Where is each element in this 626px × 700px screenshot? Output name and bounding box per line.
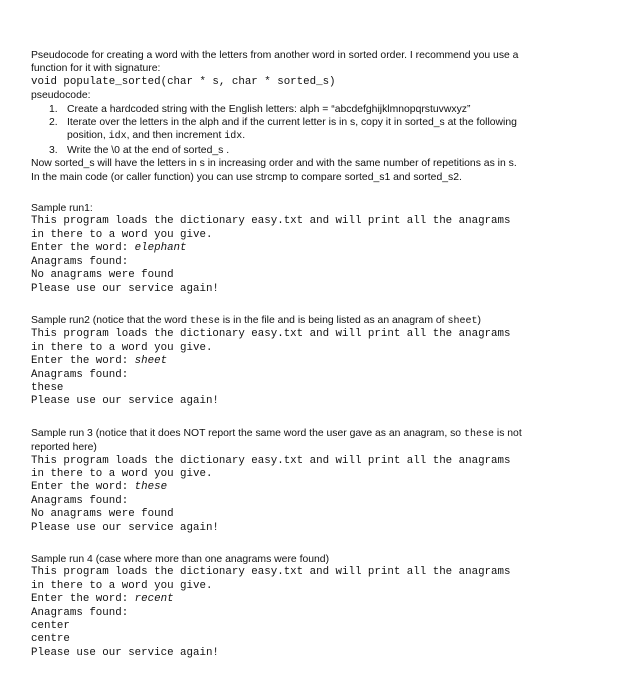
heading-code: these [463, 428, 494, 440]
heading-text: ) [477, 314, 481, 326]
step-3-text: Write the \0 at the end of sorted_s . [67, 144, 230, 156]
intro-after-1: Now sorted_s will have the letters in s in increasing order and with the same number of repetitions as in s. [31, 158, 517, 170]
output-line: in there to a word you give. [31, 467, 213, 480]
step-2-text-b: position, [67, 130, 109, 142]
sample-run-1 [31, 202, 597, 296]
output-line: center [31, 620, 70, 633]
output-line: in there to a word you give. [31, 579, 213, 592]
prompt-line [31, 593, 597, 606]
step-2-text-a: Iterate over the letters in the alph and if the current letter is in s, copy it in sorted_s at the following [67, 117, 517, 129]
heading-text: is not [494, 427, 522, 439]
step-1-number: 1. [49, 103, 58, 115]
output-line: No anagrams were found [31, 269, 174, 282]
output-line: these [31, 381, 64, 394]
sample-run-3-heading-line-2: reported here) [31, 442, 97, 454]
prompt-line [31, 355, 597, 368]
step-2 [31, 116, 597, 144]
output-line: Please use our service again! [31, 395, 219, 408]
function-signature: void populate_sorted(char * s, char * sorted_s) [31, 75, 336, 88]
sample-run-3 [31, 427, 597, 535]
user-input: sheet [134, 355, 168, 368]
heading-text: Sample run 3 (notice that it does NOT report the same word the user gave as an anagram, so [31, 427, 464, 439]
step-1 [31, 103, 597, 116]
sample-run-2 [31, 314, 597, 409]
step-2-text-c: , and then increment [126, 130, 225, 142]
step-2-code-idx: idx [108, 131, 127, 143]
heading-text: Sample run2 (notice that the word [31, 314, 190, 326]
output-line: Anagrams found: [31, 255, 129, 268]
output-line: This program loads the dictionary easy.txt and will print all the anagrams [31, 328, 511, 341]
output-line: in there to a word you give. [31, 341, 213, 354]
prompt-text: Enter the word: [31, 481, 135, 494]
sample-run-2-heading [31, 314, 597, 328]
prompt-line [31, 242, 597, 255]
heading-code: these [189, 315, 220, 327]
intro-after-2: In the main code (or caller function) you can use strcmp to compare sorted_s1 and sorted_s2. [31, 171, 462, 183]
heading-code: sheet [447, 315, 478, 327]
output-line: This program loads the dictionary easy.txt and will print all the anagrams [31, 215, 511, 228]
output-line: centre [31, 633, 70, 646]
intro-section [31, 49, 597, 184]
output-line: Please use our service again! [31, 282, 219, 295]
output-line: Please use our service again! [31, 646, 219, 659]
output-line: This program loads the dictionary easy.txt and will print all the anagrams [31, 454, 511, 467]
user-input: elephant [134, 242, 187, 255]
step-2-text-d: . [242, 130, 246, 142]
intro-line-1: Pseudocode for creating a word with the letters from another word in sorted order. I recommend you use a [31, 50, 519, 61]
user-input: recent [134, 593, 174, 606]
intro-line-2: function for it with signature: [31, 63, 161, 75]
prompt-text: Enter the word: [31, 593, 135, 606]
output-line: Anagrams found: [31, 494, 129, 507]
output-line: Anagrams found: [31, 606, 129, 619]
output-line: No anagrams were found [31, 508, 174, 521]
step-3 [31, 144, 597, 157]
step-1-text: Create a hardcoded string with the English letters: alph = “abcdefghijklmnopqrstuvwxyz” [67, 103, 471, 115]
step-2-number: 2. [49, 117, 58, 129]
sample-run-4-heading: Sample run 4 (case where more than one anagrams were found) [31, 554, 330, 565]
step-2-line-2 [67, 129, 597, 143]
user-input: these [134, 481, 168, 494]
document-page [31, 49, 597, 660]
pseudocode-label: pseudocode: [31, 90, 91, 102]
heading-text: is in the file and is being listed as an anagram of [219, 314, 448, 326]
step-2-code-idx-2: idx [224, 131, 243, 143]
prompt-text: Enter the word: [31, 242, 135, 255]
output-line: in there to a word you give. [31, 228, 213, 241]
step-3-number: 3. [49, 144, 58, 156]
output-line: Please use our service again! [31, 521, 219, 534]
prompt-line [31, 481, 597, 494]
output-line: This program loads the dictionary easy.txt and will print all the anagrams [31, 566, 511, 579]
prompt-text: Enter the word: [31, 355, 135, 368]
sample-run-3-heading [31, 427, 597, 441]
output-line: Anagrams found: [31, 368, 129, 381]
sample-run-4 [31, 553, 597, 660]
sample-run-1-heading: Sample run1: [31, 203, 93, 215]
